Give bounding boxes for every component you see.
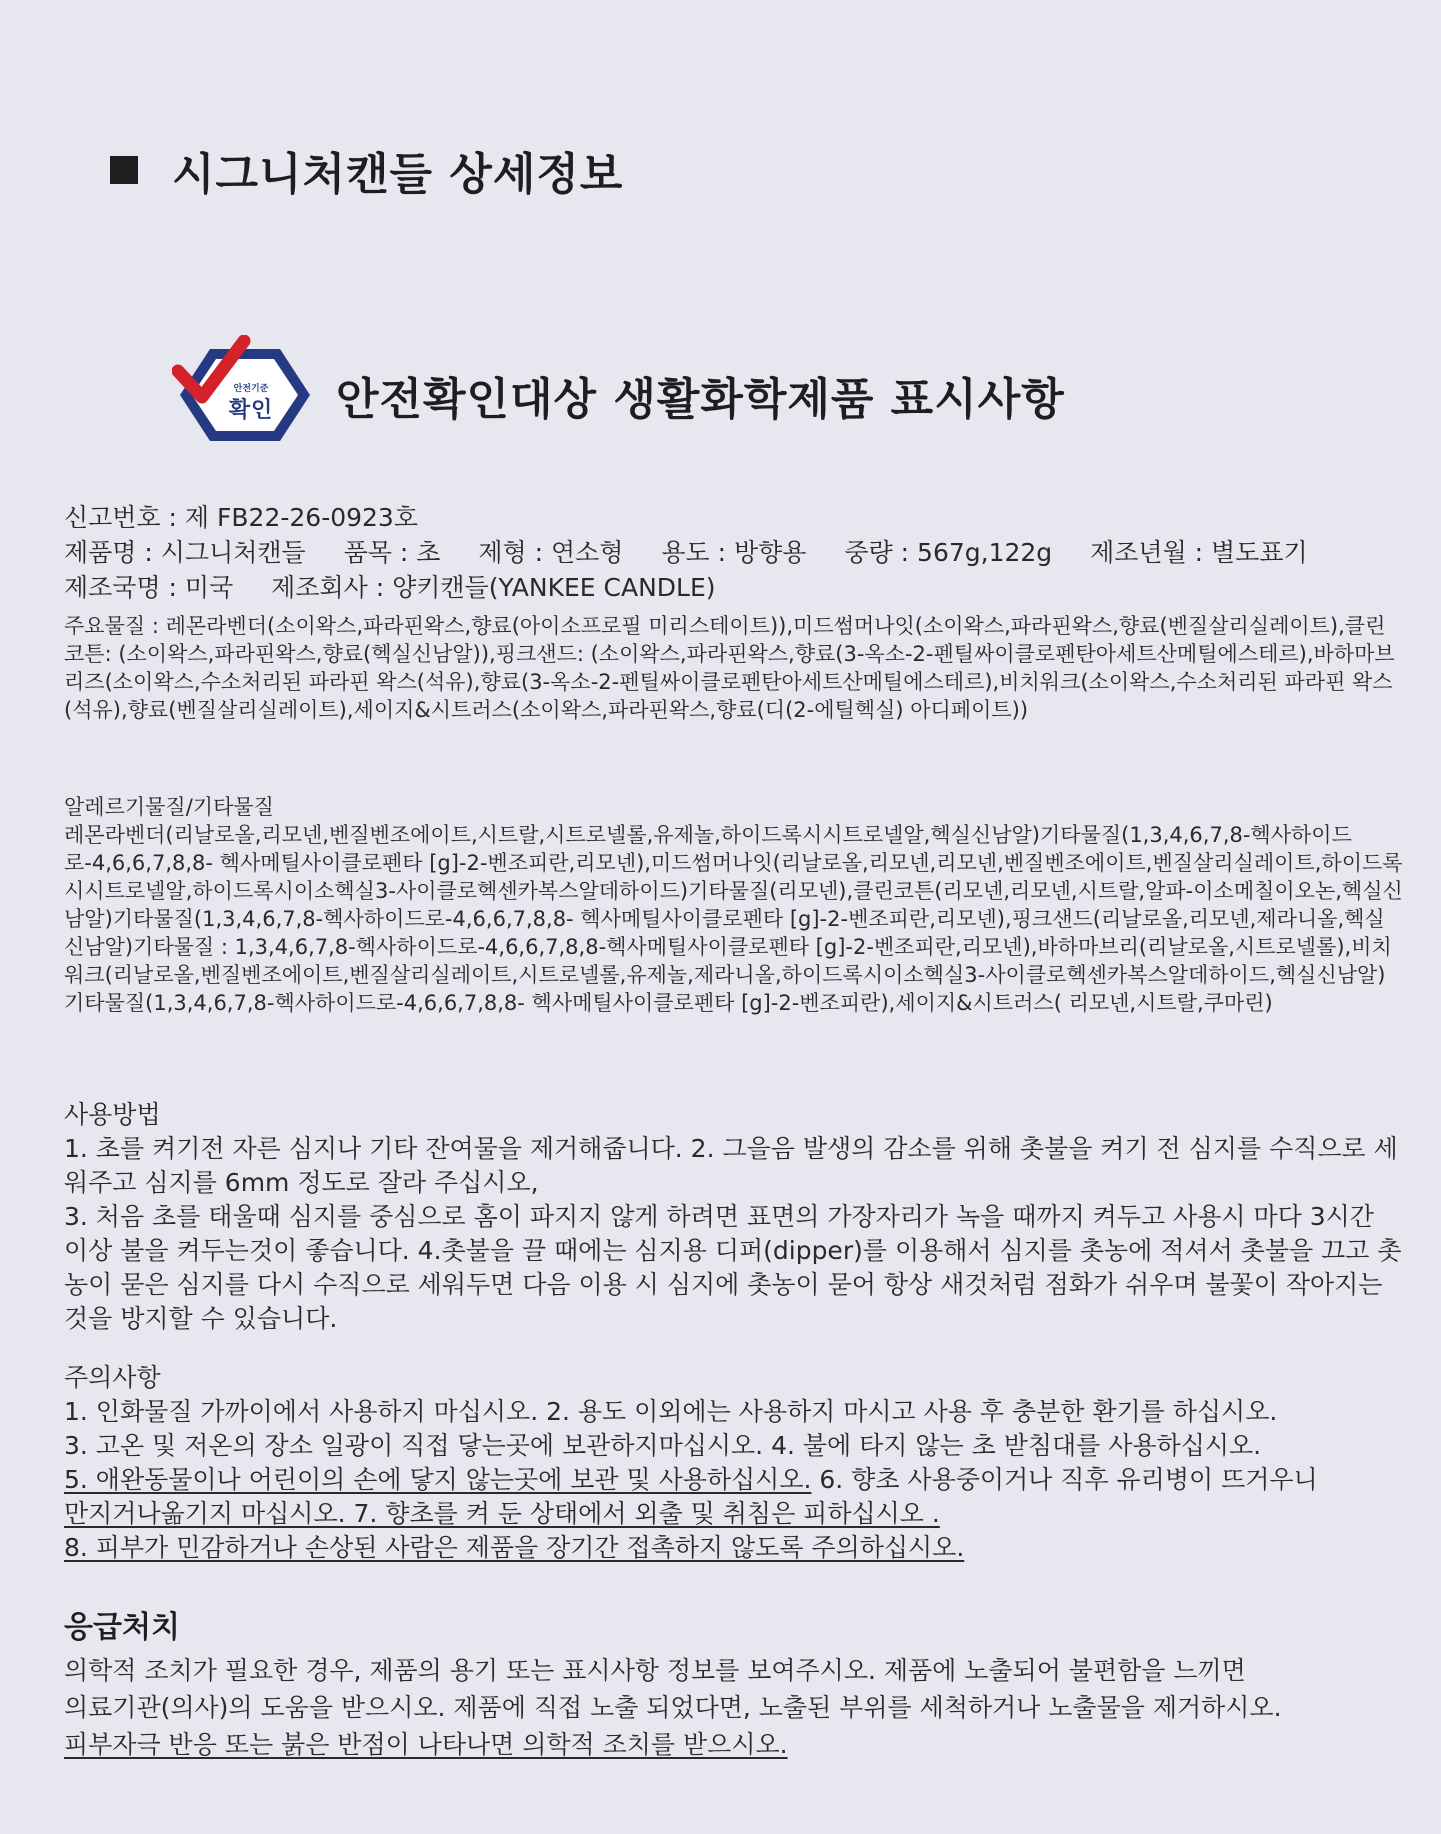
- first-aid-heading: 응급처치: [64, 1610, 180, 1645]
- product-item: 품목 : 초: [343, 538, 441, 567]
- badge-large-text: 확인: [228, 398, 274, 423]
- caution-line-5: 8. 피부가 민감하거나 손상된 사람은 제품을 장기간 접촉하지 않도록 주의하십시오.: [64, 1533, 965, 1562]
- product-form: 제형 : 연소형: [478, 538, 624, 567]
- manufacture-date: 제조년월 : 별도표기: [1090, 538, 1308, 567]
- usage-section: [64, 1098, 1404, 1336]
- caution-line-1: 1. 인화물질 가까이에서 사용하지 마십시오. 2. 용도 이외에는 사용하지 마시고 사용 후 충분한 환기를 하십시오.: [64, 1397, 1278, 1426]
- caution-line-3: [64, 1463, 1404, 1497]
- safety-label-header: [172, 335, 1065, 455]
- first-aid-line-3: 피부자극 반응 또는 붉은 반점이 나타나면 의학적 조치를 받으시오.: [64, 1730, 788, 1759]
- caution-line-4: 만지거나옮기지 마십시오. 7. 향초를 켜 둔 상태에서 외출 및 취침은 피하십시오 .: [64, 1499, 940, 1528]
- square-bullet-icon: [110, 156, 138, 184]
- badge-small-text: 안전기준: [233, 384, 269, 394]
- product-name: 제품명 : 시그니처캔들: [64, 538, 306, 567]
- allergen-heading: 알레르기물질/기타물질: [64, 795, 274, 819]
- usage-text-2: 3. 처음 초를 태울때 심지를 중심으로 홈이 파지지 않게 하려면 표면의 가장자리가 녹을 때까지 켜두고 사용시 마다 3시간 이상 불을 켜두는것이 좋습니다. 4.촛불을 끌 때에는 심지용 디퍼(dipper)를 이용해서 심지를 촛농에 적셔서 촛불을 끄고 촛농이 묻은 심지를 다시 수직으로 세워두면 다음 이용 시 심지에 촛농이 묻어 항상 새것처럼 점화가 쉬우며 불꽃이 작아지는 것을 방지할 수 있습니다.: [64, 1202, 1402, 1333]
- allergen-text: 레몬라벤더(리날로올,리모넨,벤질벤조에이트,시트랄,시트로넬롤,유제놀,하이드록시시트로넬알,헥실신남알)기타물질(1,3,4,6,7,8-헥사하이드로-4,6,6,7,8,8- 헥사메틸사이클로펜타 [g]-2-벤조피란,리모넨),미드썸머나잇(리날로올,리모넨,리모넨,벤질벤조에이트,벤질살리실레이트,하이드록시시트로넬알,하이드록시이소헥실3-사이클로헥센카복스알데하이드)기타물질(리모넨),클린코튼(리모넨,리모넨,시트랄,알파-이소메칠이오논,헥실신남알)기타물질(1,3,4,6,7,8-헥사하이드로-4,6,6,7,8,8- 헥사메틸사이클로펜타 [g]-2-벤조피란,리모넨),핑크샌드(리날로올,리모넨,제라니올,헥실신남알)기타물질 : 1,3,4,6,7,8-헥사하이드로-4,6,6,7,8,8-헥사메틸사이클로펜타 [g]-2-벤조피란,리모넨),바하마브리(리날로올,시트로넬롤),비치워크(리날로올,벤질벤조에이트,벤질살리실레이트,시트로넬롤,유제놀,제라니올,하이드록시이소헥실3-사이클로헥센카복스알데하이드,헥실신남알)기타물질(1,3,4,6,7,8-헥사하이드로-4,6,6,7,8,8- 헥사메틸사이클로펜타 [g]-2-벤조피란),세이지&시트러스( 리모넨,시트랄,쿠마린): [64, 823, 1403, 1015]
- product-weight: 중량 : 567g,122g: [844, 538, 1053, 567]
- first-aid-line-1: 의학적 조치가 필요한 경우, 제품의 용기 또는 표시사항 정보를 보여주시오. 제품에 노출되어 불편함을 느끼면: [64, 1656, 1246, 1685]
- usage-text-1: 1. 초를 켜기전 자른 심지나 기타 잔여물을 제거해줍니다. 2. 그을음 발생의 감소를 위해 촛불을 켜기 전 심지를 수직으로 세워주고 심지를 6mm 정도로 잘라 주십시오,: [64, 1134, 1398, 1197]
- allergen-section: [64, 793, 1404, 1017]
- usage-heading: 사용방법: [64, 1100, 161, 1129]
- caution-line-3-rest: 6. 향초 사용중이거나 직후 유리병이 뜨거우니: [811, 1465, 1318, 1494]
- first-aid-section: [64, 1606, 1404, 1763]
- manufacturer: 제조회사 : 양키캔들(YANKEE CANDLE): [271, 573, 716, 602]
- product-use: 용도 : 방향용: [661, 538, 807, 567]
- product-row: [64, 535, 1404, 570]
- label-title: 안전확인대상 생활화학제품 표시사항: [336, 374, 1065, 425]
- first-aid-line-2: 의료기관(의사)의 도움을 받으시오. 제품에 직접 노출 되었다면, 노출된 부위를 세척하거나 노출물을 제거하시오.: [64, 1693, 1282, 1722]
- country: 제조국명 : 미국: [64, 573, 234, 602]
- page-title: 시그니처캔들 상세정보: [172, 149, 624, 200]
- caution-line-3-underlined: 5. 애완동물이나 어린이의 손에 닿지 않는곳에 보관 및 사용하십시오.: [64, 1465, 812, 1494]
- maker-row: [64, 570, 1404, 605]
- report-number: 신고번호 : 제 FB22-26-0923호: [64, 503, 418, 532]
- main-materials: 주요물질 : 레몬라벤더(소이왁스,파라핀왁스,향료(아이소프로필 미리스테이트)),미드썸머나잇(소이왁스,파라핀왁스,향료(벤질살리실레이트),클린코튼: (소이왁스,파라핀왁스,향료(헥실신남알)),핑크샌드: (소이왁스,파라핀왁스,향료(3-옥소-2-펜틸싸이클로펜탄아세트산메틸에스테르),바하마브리즈(소이왁스,수소처리된 파라핀 왁스(석유),향료(3-옥소-2-펜틸싸이클로펜탄아세트산메틸에스테르),비치워크(소이왁스,수소처리된 파라핀 왁스(석유),향료(벤질살리실레이트),세이지&시트러스(소이왁스,파라핀왁스,향료(디(2-에틸헥실) 아디페이트)): [64, 614, 1395, 722]
- caution-section: [64, 1361, 1404, 1565]
- caution-line-2: 3. 고온 및 저온의 장소 일광이 직접 닿는곳에 보관하지마십시오. 4. 불에 타지 않는 초 받침대를 사용하십시오.: [64, 1431, 1262, 1460]
- product-info: [64, 500, 1404, 605]
- safety-check-badge-icon: [172, 335, 314, 455]
- caution-heading: 주의사항: [64, 1363, 161, 1392]
- section-title: [110, 138, 623, 202]
